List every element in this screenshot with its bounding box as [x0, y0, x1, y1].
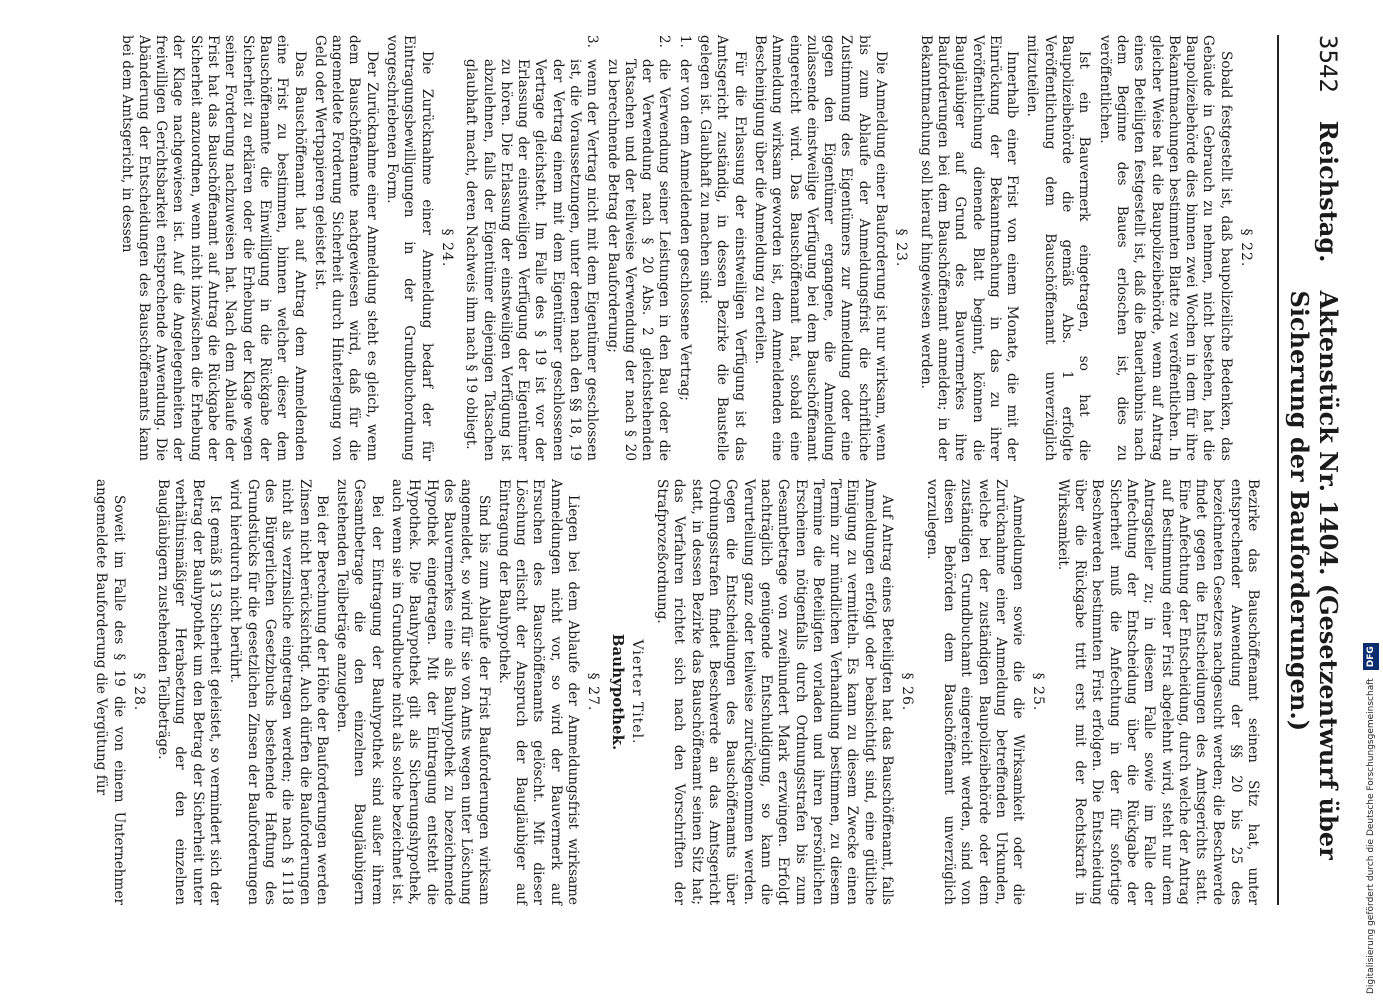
section-heading: § 26.	[899, 672, 916, 712]
paragraph: Der Zurücknahme einer Anmeldung steht es gleich, wenn dem Bauschöffenamte nachgewiesen wird, daß für die angemeldete Forderung Sicherheit durch Hinterlegung von Geld oder Wertpapieren geleistet ist.	[311, 35, 380, 461]
paragraph: Die Anmeldung einer Bauforderung ist nur wirksam, wenn bis zum Ablaufe der Anmeldungsfrist die schriftliche Zustimmung des Eigentümers zur Anmeldung oder eine gegen den Eigentümer ergangene, die Anmeldung zulassende einstweilige Verfügung bei dem Bauschöffenamt eingereicht wird. Das Bauschöffenamt hat, sobald eine Anmeldung wirksam geworden ist, dem Anmeldenden eine Bescheinigung über die Anmeldung zu erteilen.	[751, 35, 890, 461]
list-number: 1.	[676, 35, 693, 48]
title-subheading: Bauhypothek.	[608, 633, 627, 751]
list-item	[603, 35, 672, 461]
paragraph: Anmeldungen sowie die die Wirksamkeit oder die Zurücknahme einer Anmeldung betreffenden Urkunden, welche bei der zuständigen Baupolizeibehörde oder dem zuständigen Grundbuchamt eingereicht werden, sind von diesen Behörden dem Bauschöffenamt unverzüglich vorzulegen.	[923, 479, 1027, 905]
dfg-logo: DFG	[1363, 643, 1379, 670]
page-content	[83, 35, 1343, 905]
paragraph: Für die Erlassung der einstweiligen Verfügung ist das Amtsgericht zuständig, in dessen Bezirke die Baustelle gelegen ist. Glaubhaft zu machen sind:	[697, 35, 748, 461]
paragraph: Ist ein Bauvermerk eingetragen, so hat die Baupolizeibehörde die gemäß Abs. 1 erfolgte Veröffentlichung dem Bauschöffenamt unverzüglich mitzuteilen.	[1024, 35, 1093, 461]
paragraph: Bei der Berechnung der Höhe der Bauforderungen werden Zinsen nicht berücksichtigt. Auch dürfen die Bauforderungen nicht als verzinsliche eingetragen werden; die nach § 1118 des Bürgerlichen Gesetzbuchs bestehende Haftung des Grundstücks für die gesetzlichen Zinsen der Bauforderungen wird hierdurch nicht berührt.	[227, 479, 330, 905]
paragraph: Liegen bei dem Ablaufe der Anmeldungsfrist wirksame Anmeldungen nicht vor, so wird der Bauvermerk auf Ersuchen des Bauschöffenamts gelöscht. Mit dieser Löschung erlischt der Anspruch der Baugläubiger auf Eintragung der Bauhypothek.	[495, 479, 582, 905]
section-heading: § 25.	[1030, 672, 1047, 712]
list-text: der von dem Anmeldenden geschlossene Vertrag;	[676, 59, 693, 401]
paragraph: Sobald festgestellt ist, daß baupolizeiliche Bedenken, das Gebäude in Gebrauch zu nehmen, nicht bestehen, hat die Baupolizeibehörde dies binnen zwei Wochen in dem für ihre Bekanntmachungen bestimmten Blatte zu veröffentlichen. In gleicher Weise hat die Baupolizeibehörde, wenn auf Antrag eines Beteiligten festgestellt ist, daß die Bauerlaubnis nach dem Beginne des Baues erloschen ist, dies zu veröffentlichen.	[1096, 35, 1234, 461]
column-left	[89, 35, 1261, 461]
section-heading: § 27.	[585, 672, 602, 712]
text-columns	[89, 35, 1261, 905]
paragraph: Ist gemäß § 13 Sicherheit geleistet, so vermindert sich der Betrag der Bauhypothek um den Betrag der Sicherheit unter verhältnismäßiger Herabsetzung der den einzelnen Baugläubigern zustehenden Teilbeträge.	[155, 479, 224, 905]
section-heading: § 22.	[1238, 228, 1254, 268]
page-header	[1277, 35, 1343, 905]
list-number: 2.	[656, 35, 673, 48]
list-item	[676, 35, 693, 461]
title-heading: Vierter Titel.	[628, 639, 645, 745]
paragraph: Bei der Eintragung der Bauhypothek sind außer ihrem Gesamtbetrage die den einzelnen Baugläubigern zustehenden Teilbeträge anzugeben.	[334, 479, 385, 905]
paragraph: Auf Antrag eines Beteiligten hat das Bauschöffenamt, falls Anmeldungen erfolgt oder beabsichtigt sind, eine gütliche Einigung zu vermitteln. Es kann zu diesem Zwecke einen Termin zur mündlichen Verhandlung bestimmen, zu diesem Termine die Beteiligten vorladen und ihren persönlichen Erscheinen nötigenfalls durch Ordnungsstrafen bis zum Gesamtbetrage von zweihundert Mark erzwingen. Erfolgt nachträglich genügende Entschuldigung, so kann die Verurteilung ganz oder teilweise zurückgenommen werden. Gegen die Entscheidungen des Bauschöffenamts über Ordnungsstrafen findet Beschwerde an das Amtsgericht statt, in dessen Bezirke das Bauschöffenamt seinen Sitz hat; das Verfahren richtet sich nach den Vorschriften der Strafprozeßordnung.	[654, 479, 896, 905]
section-heading: § 23.	[893, 228, 910, 268]
page-number: 3542	[1314, 35, 1342, 93]
paragraph: Bezirke das Bauschöffenamt seinen Sitz hat, unter entsprechender Anwendung der §§ 20 bis 25 des bezeichneten Gesetzes nachgesucht werden; die Beschwerde findet gegen die Entscheidungen des Amtsgerichts statt. Eine Anfechtung der Entscheidung, durch welche der Antrag auf Bestimmung einer Frist abgelehnt wird, steht nur dem Antragsteller zu; in diesem Falle sowie im Falle der Anfechtung der Entscheidung über die Rückgabe der Sicherheit muß die Anfechtung in der für sofortige Beschwerden bestimmten Frist erfolgen. Die Entscheidung über die Rückgabe tritt erst mit der Rechtskraft in Wirksamkeit.	[1054, 479, 1261, 905]
funding-note	[1363, 4, 1379, 994]
column-right	[89, 479, 1261, 905]
list-text: die Verwendung seiner Leistungen in den Bau oder die der Verwendung nach § 20 Abs. 2 gleichstehenden Tatsachen und der teilweise Verwendung der nach § 20 zu berechnende Betrag der Bauforderung;	[604, 59, 673, 461]
list-text: wenn der Vertrag nicht mit dem Eigentümer geschlossen ist, die Voraussetzungen, unter denen nach den §§ 18, 19 der Vertrag einem mit dem Eigentümer geschlossenen Vertrage gleichsteht. Im Falle des § 19 ist vor der Erlassung der einstweiligen Verfügung der Eigentümer zu hören. Die Erlassung der einstweiligen Verfügung ist abzulehnen, falls der Eigentümer diejenigen Tatsachen glaubhaft macht, deren Nachweis ihm nach § 19 obliegt.	[463, 59, 601, 461]
paragraph: Soweit im Falle des § 19 die von einem Unternehmer angemeldete Bauforderung die Vergütung für	[93, 479, 127, 905]
paragraph: Die Zurücknahme einer Anmeldung bedarf der für Eintragungsbewilligungen in der Grundbuchordnung vorgeschriebenen Form.	[384, 35, 435, 461]
paragraph: Das Bauschöffenamt hat auf Antrag dem Anmeldenden eine Frist zu bestimmen, binnen welcher dieser dem Bauschöffenamte die Einwilligung in die Rückgabe der Sicherheit zu erklären oder die Erhebung der Klage wegen seiner Forderung nachzuweisen hat. Nach dem Ablaufe der Frist hat das Bauschöffenamt auf Antrag die Rückgabe der Sicherheit anzuordnen, wenn nicht inzwischen die Erhebung der Klage nachgewiesen ist. Auf die Angelegenheiten der freiwilligen Gerichtsbarkeit entsprechende Anwendung. Die Abänderung der Entscheidungen des Bauschöffenamts kann bei dem Amtsgericht, in dessen	[118, 35, 308, 461]
list-number: 3.	[584, 35, 601, 48]
header-left: Reichstag.	[1314, 120, 1343, 263]
section-heading: § 24.	[438, 228, 455, 268]
funding-text: Digitalisierung gefördert durch die Deutsche Forschungsgemeinschaft	[1366, 678, 1376, 994]
page-title: Aktenstück Nr. 1404. (Gesetzentwurf über Sicherung der Bauforderungen.)	[1285, 290, 1343, 860]
paragraph: Innerhalb einer Frist von einem Monate, die mit der Einrückung der Bekanntmachung in das zu ihrer Veröffentlichung dienende Blatt beginnt, können die Baugläubiger auf Grund des Bauvermerkes ihre Bauforderungen bei dem Bauschöffenamt anmelden; in der Bekanntmachung soll hierauf hingewiesen werden.	[917, 35, 1021, 461]
paragraph: Sind bis zum Ablaufe der Frist Bauforderungen wirksam angemeldet, so wird für sie von Amts wegen unter Löschung des Bauvermerkes eine als Bauhypothek zu bezeichnende Hypothek eingetragen. Mit der Eintragung entsteht die Hypothek. Die Bauhypothek gilt als Sicherungshypothek, auch wenn sie im Grundbuche nicht als solche bezeichnet ist.	[389, 479, 492, 905]
section-heading: § 28.	[130, 672, 147, 712]
list-item	[462, 35, 600, 461]
